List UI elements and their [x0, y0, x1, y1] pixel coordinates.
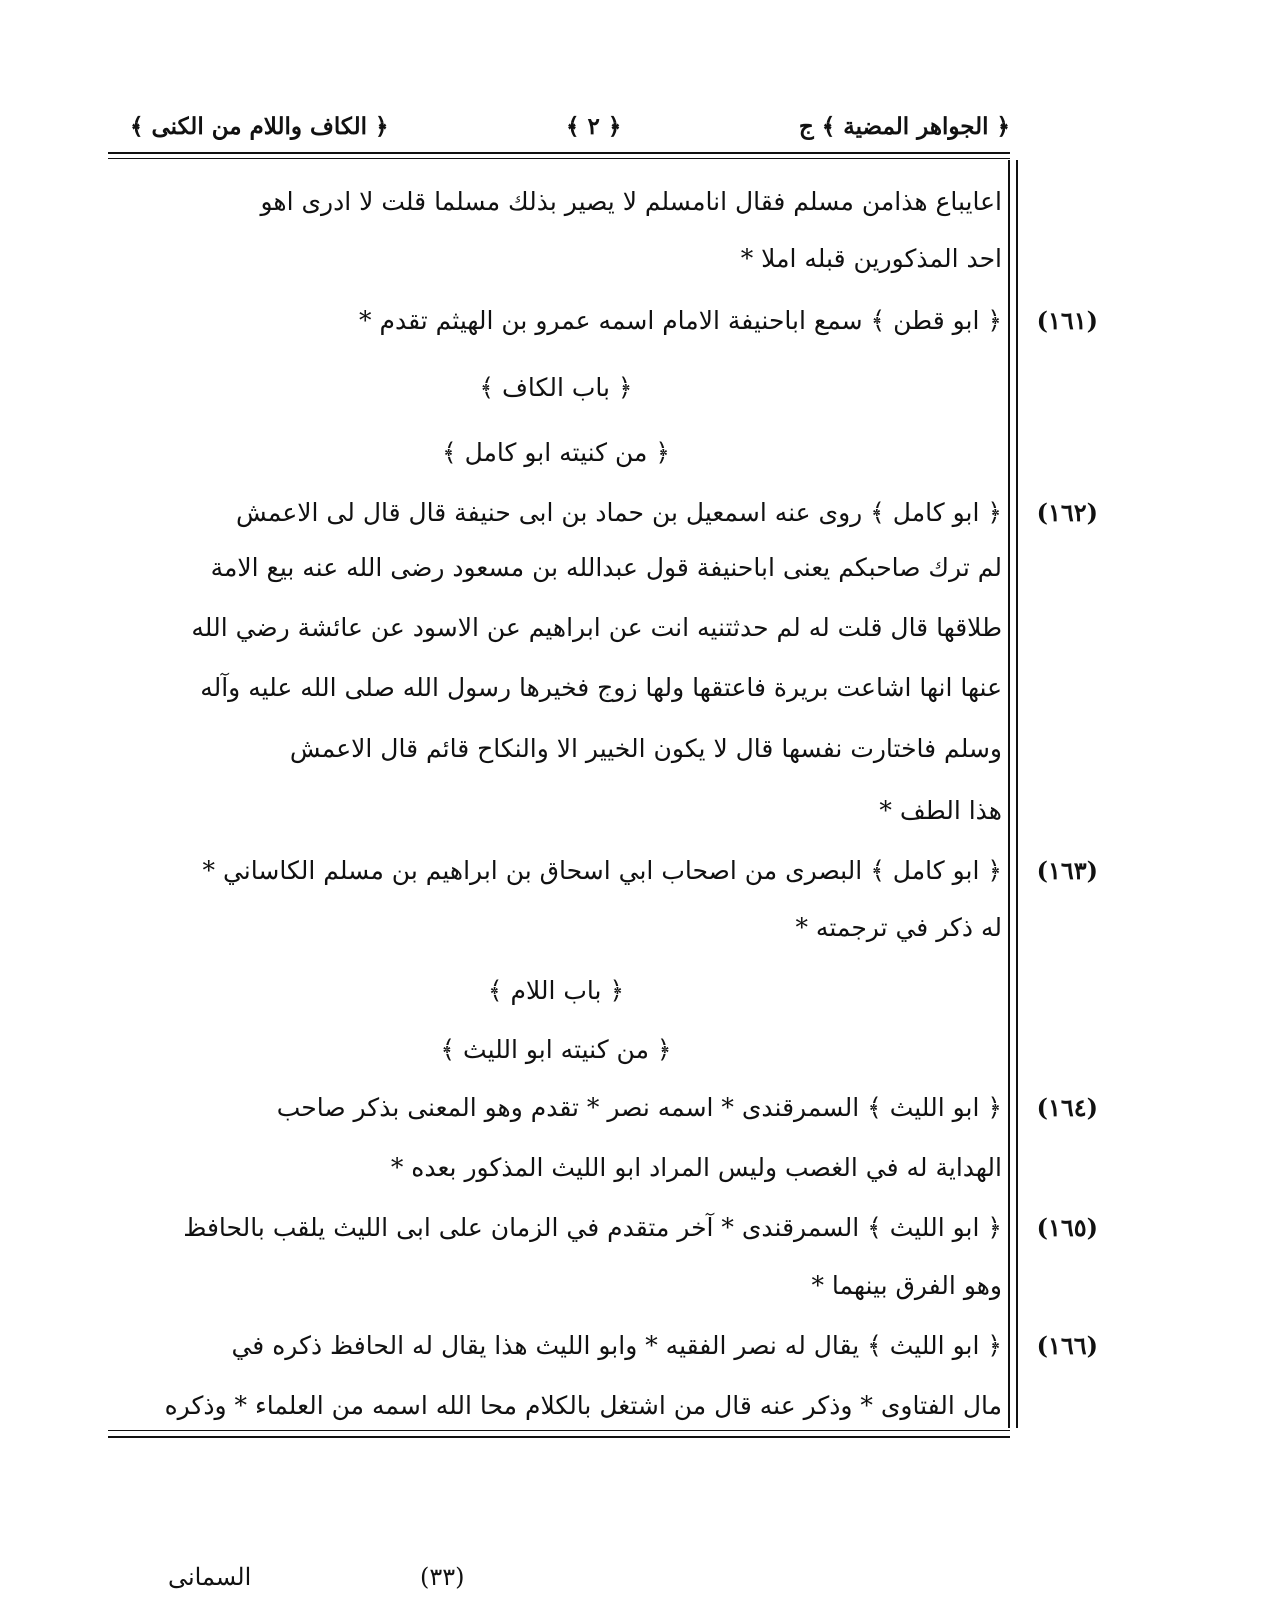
- text-line-8: طلاقها قال قلت له لم حدثتنيه انت عن ابراهيم عن الاسود عن عائشة رضي الله: [191, 613, 1002, 642]
- running-header: [130, 104, 1010, 148]
- footer-signature: السمانى: [168, 1563, 252, 1591]
- top-rule-1: [108, 152, 1010, 154]
- text-line-9: عنها انها اشاعت بريرة فاعتقها ولها زوج فخيرها رسول الله صلى الله عليه وآله: [200, 673, 1002, 702]
- header-left-title: ﴿ الكاف واللام من الكنى ﴾: [130, 112, 389, 140]
- section-heading-lam: ﴿ باب اللام ﴾: [487, 976, 625, 1005]
- subheading-abu-al-layth: ﴿ من كنيته ابو الليث ﴾: [440, 1035, 672, 1064]
- header-volume: ﴿ ٢ ﴾: [566, 112, 622, 140]
- text-line-18: ﴿ ابو الليث ﴾ السمرقندى * آخر متقدم في الزمان على ابى الليث يلقب بالحافظ: [183, 1213, 1002, 1242]
- text-line-13: له ذكر في ترجمته *: [795, 913, 1002, 942]
- entry-number-166: (١٦٦): [1036, 1331, 1098, 1360]
- top-rule-2: [108, 158, 1010, 159]
- text-line-10: وسلم فاختارت نفسها قال لا يكون الخيير الا والنكاح قائم قال الاعمش: [289, 734, 1002, 763]
- text-line-21: مال الفتاوى * وذكر عنه قال من اشتغل بالكلام محا الله اسمه من العلماء * وذكره: [164, 1391, 1002, 1420]
- subheading-abu-kamil: ﴿ من كنيته ابو كامل ﴾: [441, 438, 671, 467]
- text-line-6: ﴿ ابو كامل ﴾ روى عنه اسمعيل بن حماد بن ابى حنيفة قال قال لى الاعمش: [236, 498, 1002, 527]
- text-line-12: ﴿ ابو كامل ﴾ البصرى من اصحاب ابي اسحاق بن ابراهيم بن مسلم الكاساني *: [202, 856, 1002, 885]
- bottom-rule-2: [108, 1436, 1010, 1438]
- entry-number-163: (١٦٣): [1036, 856, 1098, 885]
- page-number: (٣٣): [420, 1563, 465, 1591]
- section-heading-kaf: ﴿ باب الكاف ﴾: [479, 373, 633, 402]
- text-line-2: احد المذكورين قبله املا *: [740, 244, 1002, 273]
- margin-rule-1: [1008, 160, 1010, 1428]
- entry-number-162: (١٦٢): [1036, 498, 1098, 527]
- entry-number-161: (١٦١): [1036, 306, 1098, 335]
- text-line-16: ﴿ ابو الليث ﴾ السمرقندى * اسمه نصر * تقدم وهو المعنى بذكر صاحب: [276, 1093, 1002, 1122]
- entry-number-165: (١٦٥): [1036, 1213, 1098, 1242]
- text-line-20: ﴿ ابو الليث ﴾ يقال له نصر الفقيه * وابو الليث هذا يقال له الحافظ ذكره في: [231, 1331, 1002, 1360]
- text-line-3: ﴿ ابو قطن ﴾ سمع اباحنيفة الامام اسمه عمرو بن الهيثم تقدم *: [359, 306, 1002, 335]
- entry-number-164: (١٦٤): [1036, 1093, 1098, 1122]
- text-line-11: هذا الطف *: [879, 796, 1002, 825]
- bottom-rule-1: [108, 1430, 1010, 1431]
- text-line-17: الهداية له في الغصب وليس المراد ابو الليث المذكور بعده *: [390, 1153, 1002, 1182]
- text-line-7: لم ترك صاحبكم يعنى اباحنيفة قول عبدالله بن مسعود رضى الله عنه بيع الامة: [210, 553, 1002, 582]
- text-line-1: اعايباع هذامن مسلم فقال انامسلم لا يصير بذلك مسلما قلت لا ادرى اهو: [260, 187, 1002, 216]
- text-line-19: وهو الفرق بينهما *: [811, 1271, 1002, 1300]
- header-right-title: ﴿ الجواهر المضية ﴾ ج: [798, 112, 1010, 140]
